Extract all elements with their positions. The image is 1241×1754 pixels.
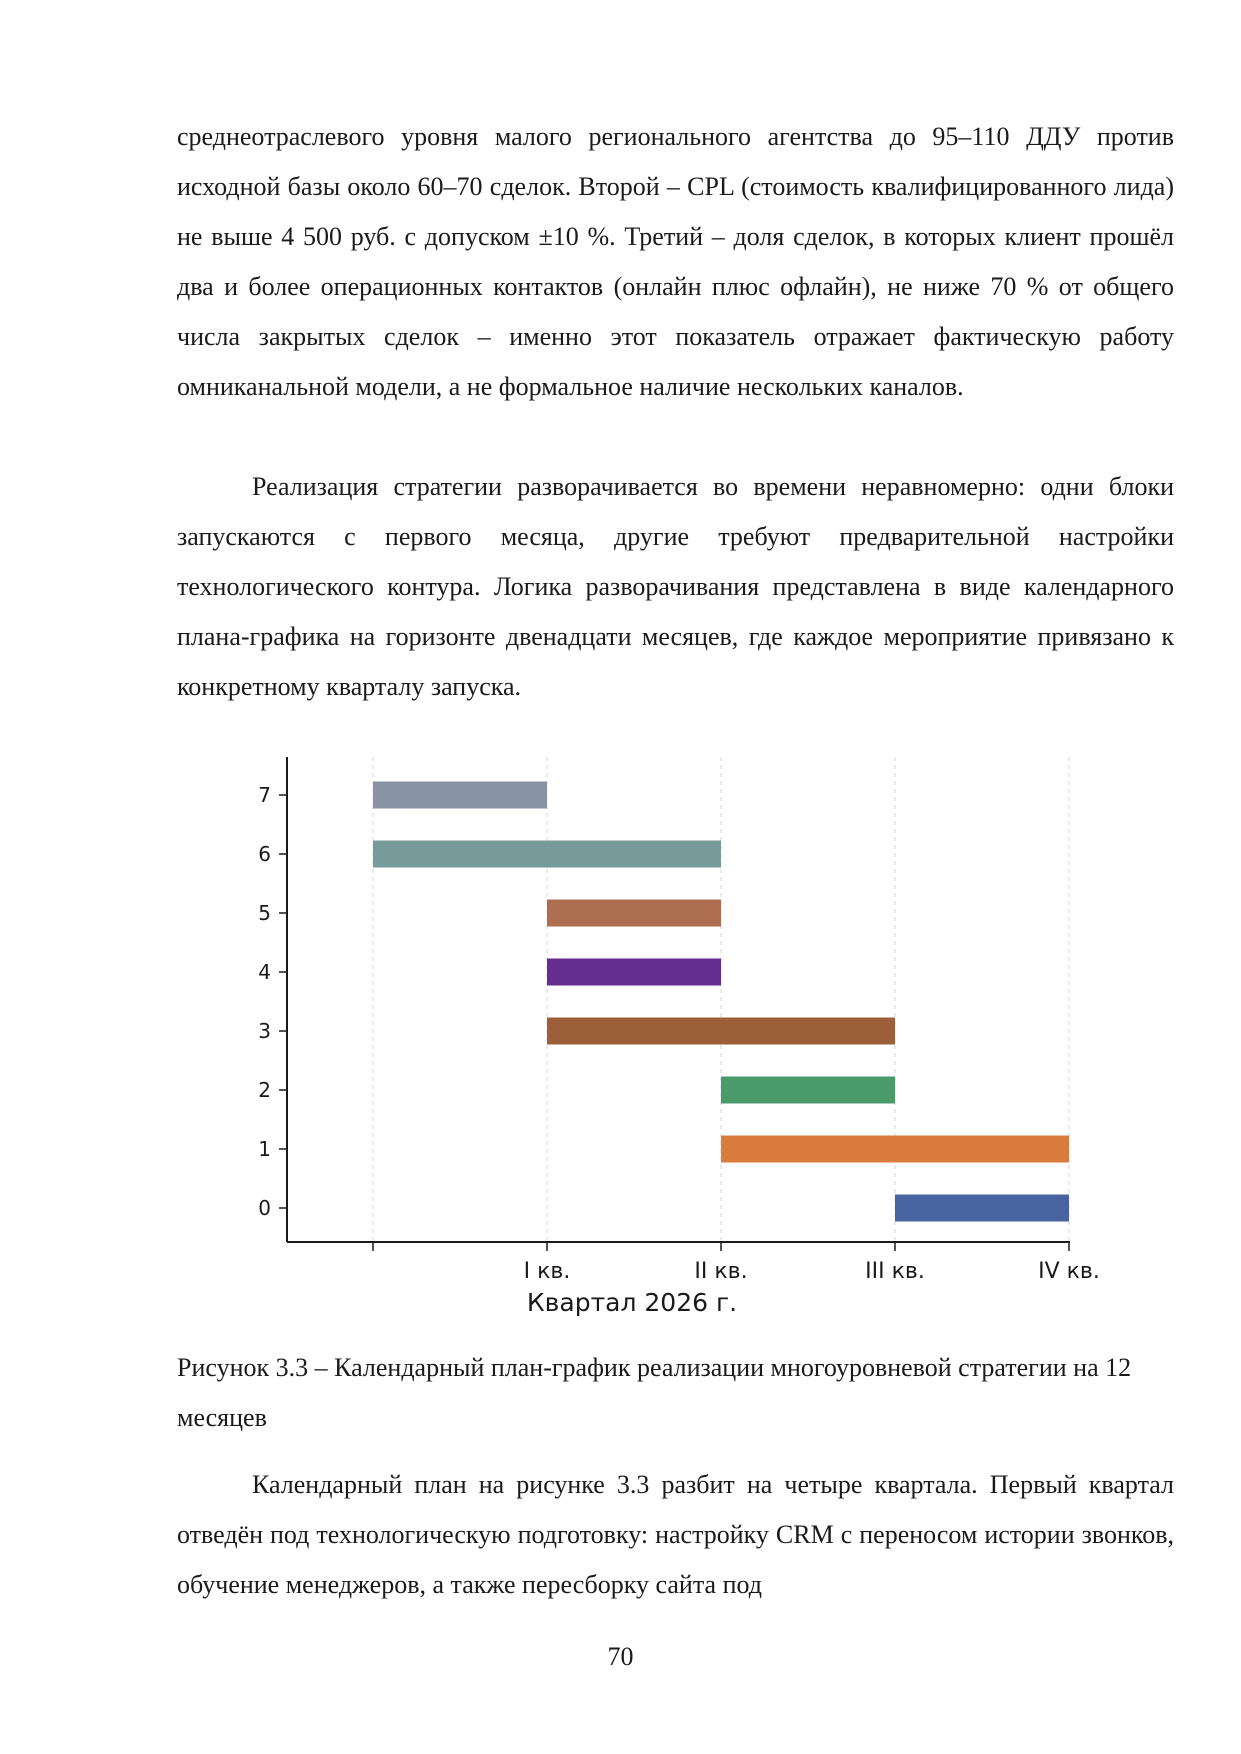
y-tick-label-7: 7 (258, 783, 271, 807)
gantt-bar-2 (721, 1077, 895, 1104)
y-tick-label-6: 6 (258, 842, 271, 866)
gantt-bar-5 (547, 900, 721, 927)
gantt-bar-0 (895, 1195, 1069, 1222)
page-number: 70 (607, 1642, 634, 1671)
y-tick-label-3: 3 (258, 1019, 271, 1043)
gantt-bar-3 (547, 1018, 895, 1045)
chart-labels (258, 783, 1100, 1317)
figure-caption: Рисунок 3.3 – Календарный план-график реализации многоуровневой стратегии на 12 месяцев (177, 1353, 1132, 1432)
y-tick-label-0: 0 (258, 1196, 271, 1220)
gantt-bar-7 (373, 782, 547, 809)
chart-axes (279, 757, 1070, 1251)
y-tick-label-1: 1 (258, 1137, 271, 1161)
x-tick-label-3: III кв. (865, 1259, 925, 1284)
y-tick-label-5: 5 (258, 901, 271, 925)
paragraph-2: Реализация стратегии разворачивается во времени неравномерно: одни блоки запускаются с первого месяца, другие требуют предварительной настройки технологического контура. Логика разворачивания представлена в виде календарного плана-графика на горизонте двенадцати месяцев, где каждое мероприятие привязано к конкретному кварталу запуска. (177, 472, 1174, 701)
paragraph-1: среднеотраслевого уровня малого регионального агентства до 95–110 ДДУ против исходной базы около 60–70 сделок. Второй – CPL (стоимость квалифицированного лида) не выше 4 500 руб. с допуском ±10 %. Третий – доля сделок, в которых клиент прошёл два и более операционных контактов (онлайн плюс офлайн), не ниже 70 % от общего числа закрытых сделок – именно этот показатель отражает фактическую работу омниканальной модели, а не формальное наличие нескольких каналов. (177, 122, 1174, 401)
x-tick-label-2: II кв. (694, 1259, 748, 1284)
chart-gridlines (373, 757, 1069, 1242)
y-tick-label-2: 2 (258, 1078, 271, 1102)
x-tick-label-4: IV кв. (1038, 1259, 1100, 1284)
x-tick-label-1: I кв. (523, 1259, 571, 1284)
y-tick-label-4: 4 (258, 960, 271, 984)
gantt-bar-6 (373, 841, 721, 868)
x-axis-title: Квартал 2026 г. (526, 1288, 738, 1317)
gantt-bar-1 (721, 1136, 1069, 1163)
paragraph-3: Календарный план на рисунке 3.3 разбит на четыре квартала. Первый квартал отведён под технологическую подготовку: настройку CRM с переносом истории звонков, обучение менеджеров, а также пересборку сайта под (177, 1470, 1174, 1599)
chart-bars (373, 782, 1069, 1222)
gantt-bar-4 (547, 959, 721, 986)
